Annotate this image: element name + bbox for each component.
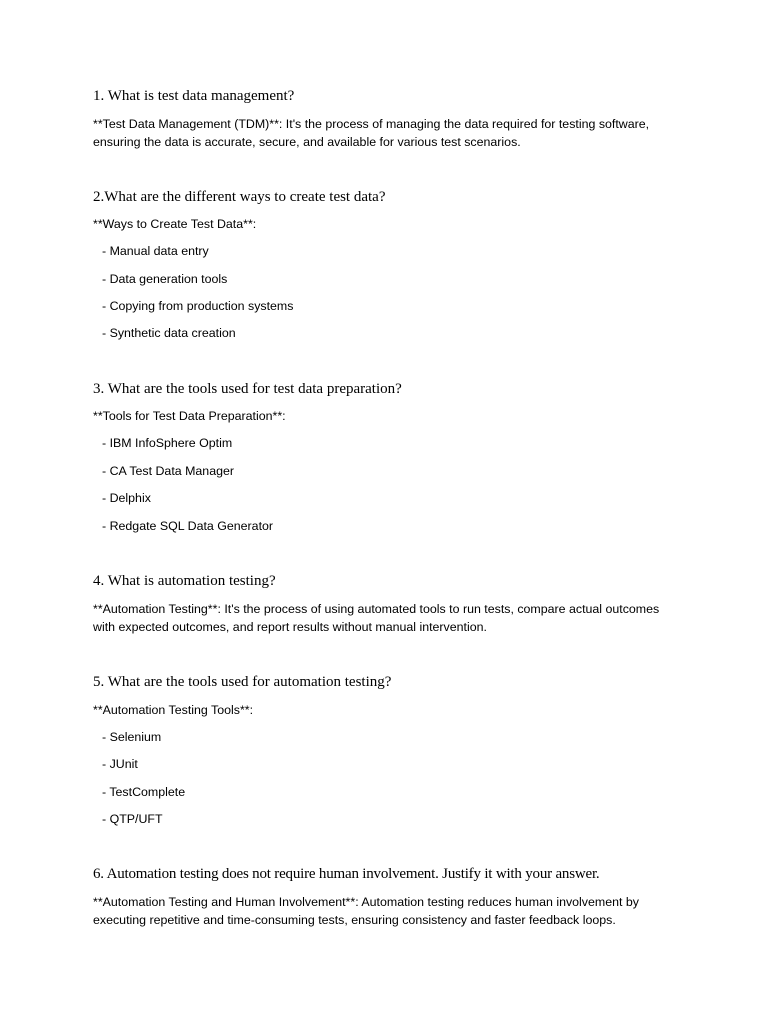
- list-item: - Data generation tools: [102, 272, 228, 286]
- list-item: - Copying from production systems: [102, 299, 294, 313]
- list-item: - Synthetic data creation: [102, 326, 236, 340]
- question-5: 5. What are the tools used for automation testing?: [93, 674, 392, 690]
- answer-1: **Test Data Management (TDM)**: It's the process of managing the data required for testing software, ensuring the data is accurate, secure, and available for various test scenarios.: [93, 117, 650, 149]
- list-item: - QTP/UFT: [102, 812, 163, 826]
- question-2: 2.What are the different ways to create test data?: [93, 189, 386, 205]
- intro-3: **Tools for Test Data Preparation**:: [93, 409, 286, 423]
- answer-4: **Automation Testing**: It's the process of using automated tools to run tests, compare actual outcomes with expected outcomes, and report results without manual intervention.: [93, 602, 660, 634]
- list-item: - Redgate SQL Data Generator: [102, 519, 274, 533]
- list-item: - Selenium: [102, 730, 162, 744]
- question-1: 1. What is test data management?: [93, 88, 295, 104]
- list-item: - TestComplete: [102, 785, 186, 799]
- question-3: 3. What are the tools used for test data preparation?: [93, 381, 402, 397]
- intro-5: **Automation Testing Tools**:: [93, 703, 254, 717]
- list-item: - JUnit: [102, 757, 138, 771]
- list-item: - Manual data entry: [102, 244, 209, 258]
- question-4: 4. What is automation testing?: [93, 573, 276, 589]
- answer-6: **Automation Testing and Human Involvement**: Automation testing reduces human involvement by executing repetitive and time-consuming tests, ensuring consistency and faster feedback loops.: [93, 895, 639, 927]
- question-6: 6. Automation testing does not require human involvement. Justify it with your answer.: [93, 866, 600, 882]
- list-item: - IBM InfoSphere Optim: [102, 436, 233, 450]
- intro-2: **Ways to Create Test Data**:: [93, 217, 257, 231]
- list-item: - CA Test Data Manager: [102, 464, 234, 478]
- list-item: - Delphix: [102, 491, 151, 505]
